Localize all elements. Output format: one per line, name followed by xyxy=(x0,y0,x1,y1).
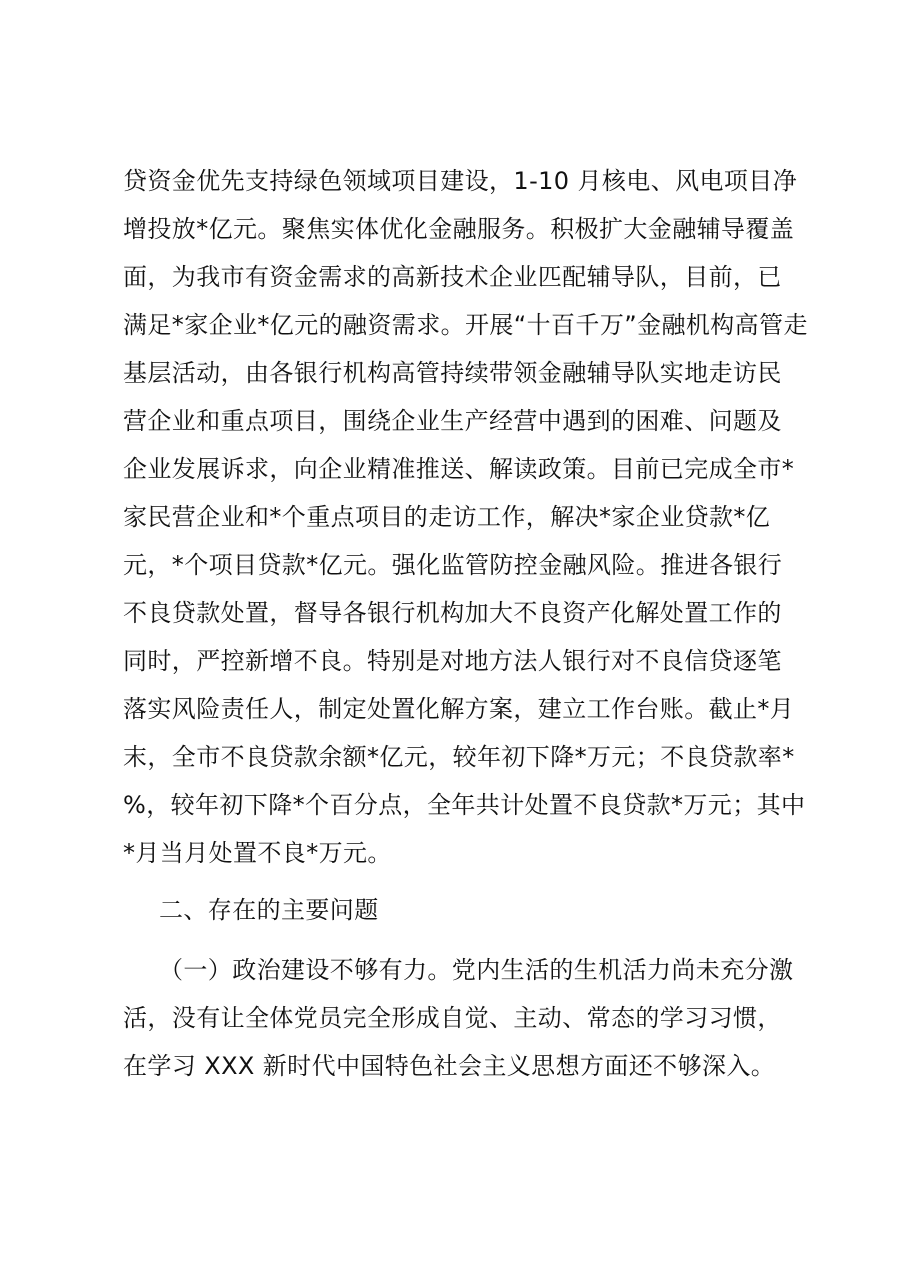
body-line: 面，为我市有资金需求的高新技术企业匹配辅导队，目前，已 xyxy=(123,263,782,291)
body-line: 企业发展诉求，向企业精准推送、解读政策。目前已完成全市* xyxy=(123,455,795,483)
body-line: 不良贷款处置，督导各银行机构加大不良资产化解处置工作的 xyxy=(123,599,782,627)
body-line: %，较年初下降*个百分点，全年共计处置不良贷款*万元；其中 xyxy=(123,791,806,819)
body-line: 落实风险责任人，制定处置化解方案，建立工作台账。截止*月 xyxy=(123,695,795,723)
body-line: 末，全市不良贷款余额*亿元，较年初下降*万元；不良贷款率* xyxy=(123,743,795,771)
body-line: 增投放*亿元。聚焦实体优化金融服务。积极扩大金融辅导覆盖 xyxy=(123,215,795,243)
body-line: 同时，严控新增不良。特别是对地方法人银行对不良信贷逐笔 xyxy=(123,647,782,675)
section-heading: 二、存在的主要问题 xyxy=(159,896,379,924)
subsection-line: 在学习 XXX 新时代中国特色社会主义思想方面还不够深入。 xyxy=(123,1052,776,1080)
subsection-line: （一）政治建设不够有力。党内生活的生机活力尚未充分激 xyxy=(159,956,794,984)
body-line: 基层活动，由各银行机构高管持续带领金融辅导队实地走访民 xyxy=(123,359,782,387)
subsection-line: 活，没有让全体党员完全形成自觉、主动、常态的学习习惯， xyxy=(123,1004,782,1032)
body-line: 满足*家企业*亿元的融资需求。开展“十百千万”金融机构高管走 xyxy=(123,311,808,339)
body-line: 营企业和重点项目，围绕企业生产经营中遇到的困难、问题及 xyxy=(123,407,782,435)
body-line: *月当月处置不良*万元。 xyxy=(123,839,392,867)
body-line: 贷资金优先支持绿色领域项目建设，1-10 月核电、风电项目净 xyxy=(123,167,798,195)
body-line: 家民营企业和*个重点项目的走访工作，解决*家企业贷款*亿 xyxy=(123,503,771,531)
body-line: 元，*个项目贷款*亿元。强化监管防控金融风险。推进各银行 xyxy=(123,551,783,579)
